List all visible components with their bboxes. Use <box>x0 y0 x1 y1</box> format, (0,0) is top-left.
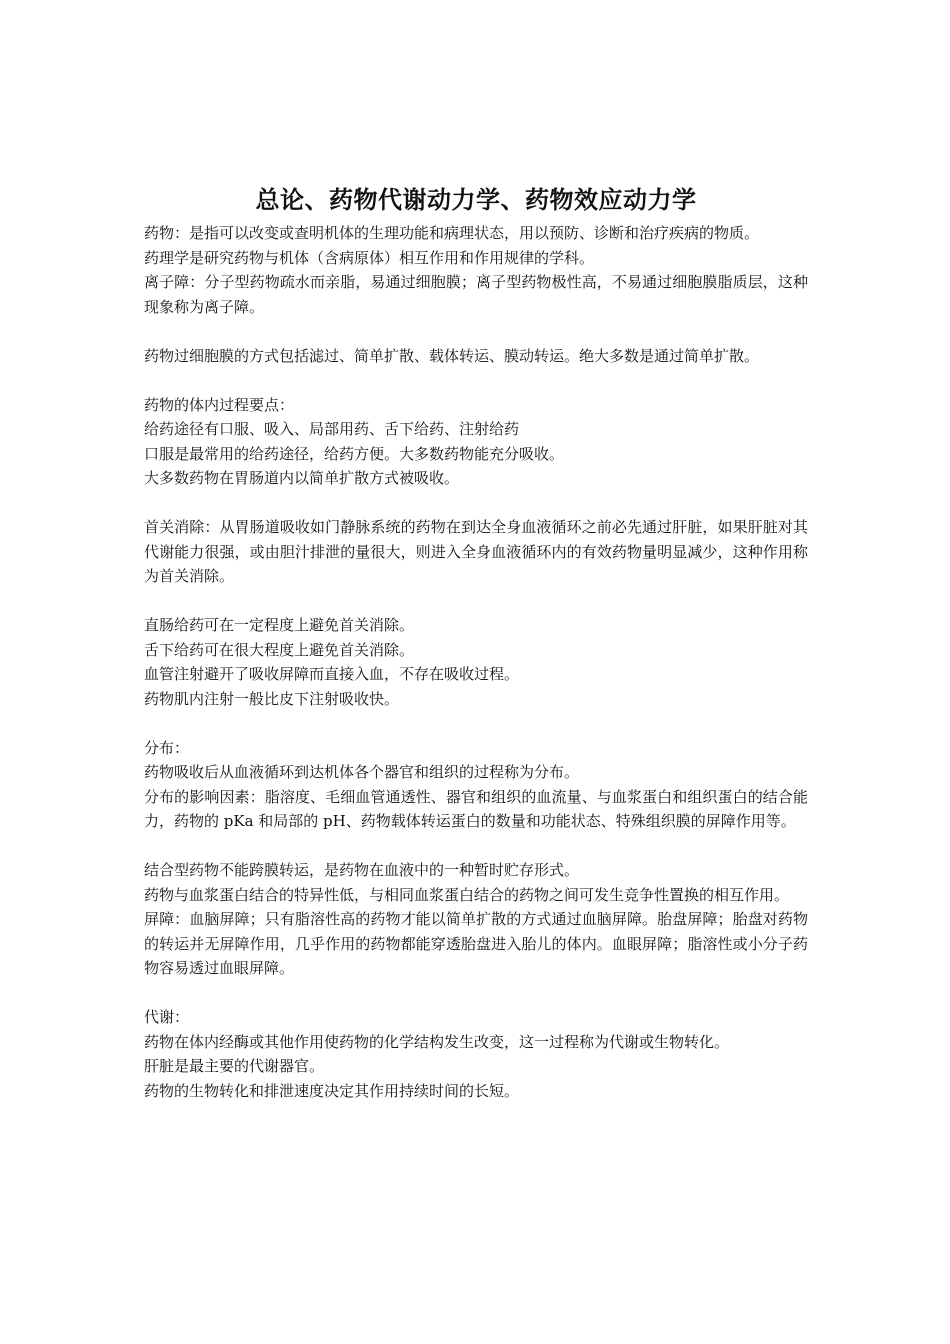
paragraph: 药物：是指可以改变或查明机体的生理功能和病理状态，用以预防、诊断和治疗疾病的物质。 <box>144 224 760 242</box>
document-title: 总论、药物代谢动力学、药物效应动力学 <box>255 185 697 214</box>
paragraph: 直肠给药可在一定程度上避免首关消除。 <box>144 616 415 634</box>
section-heading: 分布： <box>144 738 190 757</box>
paragraph: 药物与血浆蛋白结合的特异性低，与相同血浆蛋白结合的药物之间可发生竞争性置换的相互作用。 <box>144 885 790 904</box>
paragraph: 首关消除：从胃肠道吸收如门静脉系统的药物在到达全身血液循环之前必先通过肝脏，如果肝脏对其代谢能力很强，或由胆汁排泄的量很大，则进入全身血液循环内的有效药物量明显减少，这种作用称为首关消除。 <box>144 518 808 585</box>
blank-line <box>144 834 808 859</box>
section-heading: 代谢： <box>144 1008 190 1026</box>
document-body <box>144 221 808 1103</box>
blank-line <box>144 981 808 1006</box>
paragraph: 药物的生物转化和排泄速度决定其作用持续时间的长短。 <box>144 1081 520 1100</box>
paragraph: 药物肌内注射一般比皮下注射吸收快。 <box>144 689 400 708</box>
paragraph: 药理学是研究药物与机体（含病原体）相互作用和作用规律的学科。 <box>144 248 595 267</box>
paragraph: 屏障：血脑屏障；只有脂溶性高的药物才能以简单扩散的方式通过血脑屏障。胎盘屏障；胎盘对药物的转运并无屏障作用，几乎作用的药物都能穿透胎盘进入胎儿的体内。血眼屏障；脂溶性或小分子药物容易透过血眼屏障。 <box>144 910 808 977</box>
paragraph: 药物过细胞膜的方式包括滤过、简单扩散、载体转运、膜动转运。绝大多数是通过简单扩散。 <box>144 346 760 365</box>
paragraph: 结合型药物不能跨膜转运，是药物在血液中的一种暂时贮存形式。 <box>144 861 580 879</box>
paragraph: 药物的体内过程要点： <box>144 395 295 414</box>
paragraph: 口服是最常用的给药途径，给药方便。大多数药物能充分吸收。 <box>144 444 565 463</box>
paragraph: 舌下给药可在很大程度上避免首关消除。 <box>144 640 415 659</box>
paragraph: 肝脏是最主要的代谢器官。 <box>144 1057 325 1075</box>
blank-line <box>144 368 808 393</box>
paragraph: 血管注射避开了吸收屏障而直接入血，不存在吸收过程。 <box>144 665 520 683</box>
paragraph: 药物吸收后从血液循环到达机体各个器官和组织的过程称为分布。 <box>144 763 580 781</box>
blank-line <box>144 589 808 614</box>
paragraph: 给药途径有口服、吸入、局部用药、舌下给药、注射给药 <box>144 420 520 438</box>
paragraph: 药物在体内经酶或其他作用使药物的化学结构发生改变，这一过程称为代谢或生物转化。 <box>144 1032 730 1051</box>
document-page <box>144 183 808 1103</box>
blank-line <box>144 319 808 344</box>
blank-line <box>144 711 808 736</box>
blank-line <box>144 491 808 516</box>
paragraph: 分布的影响因素：脂溶度、毛细血管通透性、器官和组织的血流量、与血浆蛋白和组织蛋白的结合能力，药物的 pKa 和局部的 pH、药物载体转运蛋白的数量和功能状态、特殊组织膜的屏障作用等。 <box>144 787 808 830</box>
paragraph: 大多数药物在胃肠道内以简单扩散方式被吸收。 <box>144 469 460 487</box>
paragraph: 离子障：分子型药物疏水而亲脂，易通过细胞膜；离子型药物极性高，不易通过细胞膜脂质层，这种现象称为离子障。 <box>144 273 808 316</box>
